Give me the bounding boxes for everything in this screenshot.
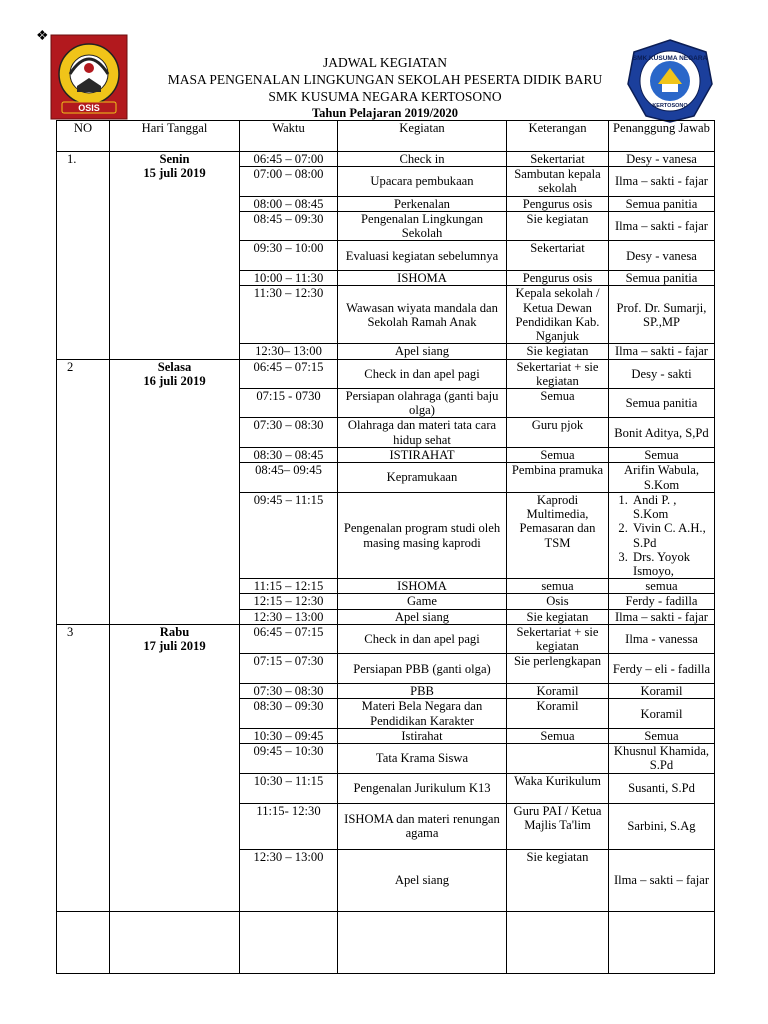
note-cell: Sambutan kepala sekolah [507,167,609,196]
activity-cell: ISHOMA [338,271,507,286]
activity-cell: Materi Bela Negara dan Pendidikan Karakter [338,699,507,728]
time-cell: 10:30 – 09:45 [240,728,338,743]
table-row [57,624,715,653]
time-cell: 09:45 – 11:15 [240,493,338,579]
activity-cell: Perkenalan [338,196,507,211]
empty-cell [110,911,240,973]
activity-cell: Pengenalan program studi oleh masing masing kaprodi [338,493,507,579]
time-cell: 07:15 - 0730 [240,389,338,418]
day-cell [110,624,240,911]
pic-cell: semua [609,579,715,594]
note-cell [507,744,609,773]
time-cell: 06:45 – 07:15 [240,624,338,653]
column-header: Keterangan [507,121,609,152]
table-row [57,152,715,167]
pic-cell: Susanti, S.Pd [609,773,715,803]
note-cell: Waka Kurikulum [507,773,609,803]
activity-cell: Pengenalan Jurikulum K13 [338,773,507,803]
note-cell: Sie kegiatan [507,344,609,359]
activity-cell: Persiapan olahraga (ganti baju olga) [338,389,507,418]
pic-cell: Desy - sakti [609,359,715,388]
note-cell: Sekertariat [507,152,609,167]
empty-cell [507,911,609,973]
time-cell: 08:30 – 09:30 [240,699,338,728]
pic-list-item: 3. Drs. Yoyok Ismoyo, [631,550,712,578]
table-row [57,359,715,388]
pic-cell: Ilma – sakti - fajar [609,344,715,359]
pic-cell: Koramil [609,699,715,728]
note-cell: Sekertariat + sie kegiatan [507,359,609,388]
note-cell: Sekertariat [507,241,609,271]
time-cell: 12:30 – 13:00 [240,609,338,624]
note-cell: Semua [507,728,609,743]
activity-cell: Kepramukaan [338,463,507,493]
note-cell: Guru pjok [507,418,609,447]
table-header-row [57,121,715,152]
day-cell [110,359,240,624]
pic-cell: Ilma – sakti - fajar [609,167,715,196]
note-cell: Semua [507,447,609,462]
diamond-bullet-icon: ❖ [36,29,49,44]
note-cell: Sie kegiatan [507,609,609,624]
time-cell: 08:45 – 09:30 [240,211,338,240]
activity-cell: Upacara pembukaan [338,167,507,196]
time-cell: 11:15- 12:30 [240,803,338,849]
time-cell: 08:45– 09:45 [240,463,338,493]
activity-cell: Check in dan apel pagi [338,359,507,388]
pic-cell: Desy - vanesa [609,152,715,167]
school-logo-text-top: SMK KUSUMA NEGARA [632,55,708,62]
pic-cell: Sarbini, S.Ag [609,803,715,849]
activity-cell: Evaluasi kegiatan sebelumnya [338,241,507,271]
osis-logo-text: OSIS [78,103,100,113]
school-logo-text-bottom: KERTOSONO [652,103,688,109]
time-cell: 07:30 – 08:30 [240,684,338,699]
schedule-table [56,120,715,974]
pic-cell: Semua panitia [609,271,715,286]
column-header: NO [57,121,110,152]
note-cell: Sie kegiatan [507,211,609,240]
day-cell [110,152,240,360]
note-cell: Sie kegiatan [507,849,609,911]
activity-cell: Apel siang [338,849,507,911]
pic-cell: Prof. Dr. Sumarji, SP.,MP [609,286,715,344]
pic-cell: Semua [609,447,715,462]
header-year: Tahun Pelajaran 2019/2020 [311,106,459,120]
column-header: Hari Tanggal [110,121,240,152]
day-name: Selasa [157,359,192,374]
activity-cell: Pengenalan Lingkungan Sekolah [338,211,507,240]
activity-cell: Istirahat [338,728,507,743]
time-cell: 08:00 – 08:45 [240,196,338,211]
pic-cell: Khusnul Khamida, S.Pd [609,744,715,773]
activity-cell: ISTIRAHAT [338,447,507,462]
empty-cell [57,911,110,973]
note-cell: Pembina pramuka [507,463,609,493]
pic-cell: Koramil [609,684,715,699]
column-header: Waktu [240,121,338,152]
note-cell: Sie perlengkapan [507,654,609,684]
activity-cell: Tata Krama Siswa [338,744,507,773]
activity-cell: ISHOMA dan materi renungan agama [338,803,507,849]
pic-cell: Ilma - vanessa [609,624,715,653]
time-cell: 12:30– 13:00 [240,344,338,359]
header-subtitle: MASA PENGENALAN LINGKUNGAN SEKOLAH PESERTA DIDIK BARU [167,72,603,87]
activity-cell: Wawasan wiyata mandala dan Sekolah Ramah Anak [338,286,507,344]
day-number: 1. [57,152,110,360]
time-cell: 10:30 – 11:15 [240,773,338,803]
note-cell: Guru PAI / Ketua Majlis Ta'lim [507,803,609,849]
empty-cell [240,911,338,973]
pic-cell: Semua panitia [609,389,715,418]
pic-list-item: 2. Vivin C. A.H., S.Pd [631,521,712,549]
pic-list [611,493,712,578]
pic-cell: Bonit Aditya, S,Pd [609,418,715,447]
time-cell: 09:30 – 10:00 [240,241,338,271]
pic-cell: Arifin Wabula, S.Kom [609,463,715,493]
pic-cell: Semua panitia [609,196,715,211]
time-cell: 07:15 – 07:30 [240,654,338,684]
day-number: 3 [57,624,110,911]
time-cell: 11:30 – 12:30 [240,286,338,344]
note-cell: Sekertariat + sie kegiatan [507,624,609,653]
school-logo [624,38,716,124]
pic-cell: Ferdy – eli - fadilla [609,654,715,684]
pic-list-item: 1. Andi P. , S.Kom [631,493,712,521]
time-cell: 12:15 – 12:30 [240,594,338,609]
note-cell: Pengurus osis [507,196,609,211]
header-title: JADWAL KEGIATAN [322,55,448,70]
pic-cell [609,493,715,579]
pic-cell: Ilma – sakti - fajar [609,211,715,240]
time-cell: 07:00 – 08:00 [240,167,338,196]
pic-cell: Semua [609,728,715,743]
note-cell: Koramil [507,699,609,728]
day-number: 2 [57,359,110,624]
pic-cell: Desy - vanesa [609,241,715,271]
time-cell: 06:45 – 07:00 [240,152,338,167]
empty-cell [338,911,507,973]
note-cell: Kaprodi Multimedia, Pemasaran dan TSM [507,493,609,579]
time-cell: 11:15 – 12:15 [240,579,338,594]
note-cell: Kepala sekolah / Ketua Dewan Pendidikan Kab. Nganjuk [507,286,609,344]
time-cell: 08:30 – 08:45 [240,447,338,462]
activity-cell: Apel siang [338,609,507,624]
time-cell: 07:30 – 08:30 [240,418,338,447]
activity-cell: PBB [338,684,507,699]
document-header [140,54,630,122]
empty-cell [609,911,715,973]
column-header: Penanggung Jawab [609,121,715,152]
activity-cell: Check in [338,152,507,167]
activity-cell: Apel siang [338,344,507,359]
activity-cell: Game [338,594,507,609]
activity-cell: ISHOMA [338,579,507,594]
activity-cell: Check in dan apel pagi [338,624,507,653]
time-cell: 10:00 – 11:30 [240,271,338,286]
day-date: 16 juli 2019 [143,373,206,388]
note-cell: Semua [507,389,609,418]
note-cell: Osis [507,594,609,609]
day-name: Rabu [159,624,190,639]
note-cell: semua [507,579,609,594]
time-cell: 12:30 – 13:00 [240,849,338,911]
activity-cell: Persiapan PBB (ganti olga) [338,654,507,684]
day-date: 15 juli 2019 [143,166,206,181]
osis-logo [50,34,128,120]
header-school: SMK KUSUMA NEGARA KERTOSONO [268,89,502,104]
day-name: Senin [159,152,190,166]
day-date: 17 juli 2019 [143,639,206,654]
pic-cell: Ferdy - fadilla [609,594,715,609]
pic-cell: Ilma – sakti - fajar [609,609,715,624]
empty-row [57,911,715,973]
column-header: Kegiatan [338,121,507,152]
note-cell: Koramil [507,684,609,699]
activity-cell: Olahraga dan materi tata cara hidup sehat [338,418,507,447]
time-cell: 06:45 – 07:15 [240,359,338,388]
time-cell: 09:45 – 10:30 [240,744,338,773]
note-cell: Pengurus osis [507,271,609,286]
pic-cell: Ilma – sakti – fajar [609,849,715,911]
